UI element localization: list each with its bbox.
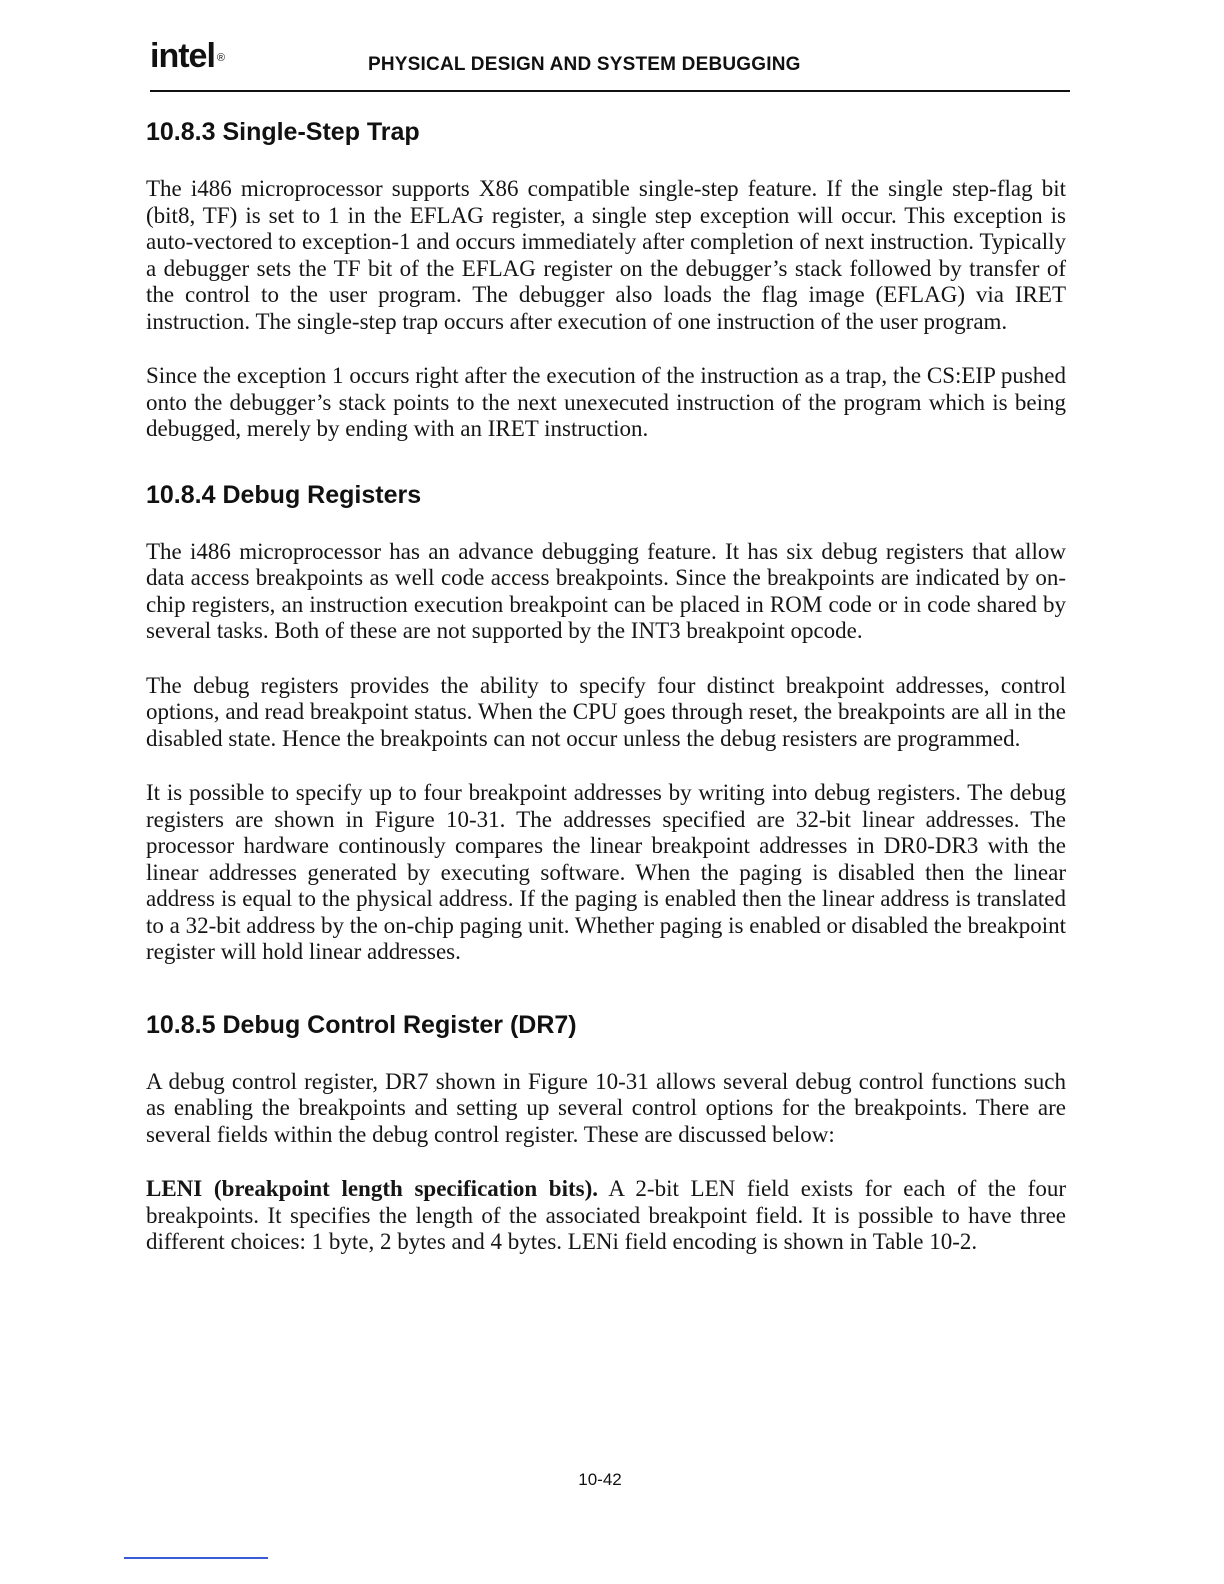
- leni-term: LENI (breakpoint length specification bits).: [146, 1176, 598, 1201]
- leni-definition-paragraph: [146, 1176, 1066, 1256]
- paragraph: The i486 microprocessor supports X86 compatible single-step feature. If the single step-flag bit (bit8, TF) is set to 1 in the EFLAG register, a single step exception will occur. This exception is auto-vectored to exception-1 and occurs immediately after completion of next instruction. Typically a debugger sets the TF bit of the EFLAG register on the debugger’s stack followed by transfer of the control to the user program. The debugger also loads the flag image (EFLAG) via IRET instruction. The single-step trap occurs after execution of one instruction of the user program.: [146, 176, 1066, 334]
- registered-mark: ®: [216, 52, 225, 64]
- section-heading-single-step-trap: 10.8.3 Single-Step Trap: [146, 118, 420, 146]
- section-heading-debug-control-register: 10.8.5 Debug Control Register (DR7): [146, 1010, 577, 1039]
- section-heading-debug-registers: 10.8.4 Debug Registers: [146, 480, 422, 509]
- footer-rule: [124, 1557, 268, 1559]
- paragraph: Since the exception 1 occurs right after the execution of the instruction as a trap, the CS:EIP pushed onto the debugger’s stack points to the next unexecuted instruction of the program which is being debugged, merely by ending with an IRET instruction.: [146, 363, 1066, 441]
- page-number: 10-42: [578, 1470, 622, 1489]
- running-header-title: PHYSICAL DESIGN AND SYSTEM DEBUGGING: [368, 54, 801, 75]
- page-body: [146, 118, 1066, 1256]
- paragraph: It is possible to specify up to four breakpoint addresses by writing into debug registers. The debug registers are shown in Figure 10-31. The addresses specified are 32-bit linear addresses. The processor hardware continously compares the linear breakpoint addresses in DR0-DR3 with the linear addresses generated by executing software. When the paging is disabled then the linear address is equal to the physical address. If the paging is enabled then the linear address is translated to a 32-bit address by the on-chip paging unit. Whether paging is enabled or disabled the breakpoint register will hold linear addresses.: [146, 780, 1066, 964]
- paragraph: The debug registers provides the ability to specify four distinct breakpoint addresses, control options, and read breakpoint status. When the CPU goes through reset, the breakpoints are all in the disabled state. Hence the breakpoints can not occur unless the debug resisters are programmed.: [146, 672, 1066, 751]
- paragraph: The i486 microprocessor has an advance debugging feature. It has six debug registers that allow data access breakpoints as well code access breakpoints. Since the breakpoints are indicated by on-chip registers, an instruction execution breakpoint can be placed in ROM code or in code shared by several tasks. Both of these are not supported by the INT3 breakpoint opcode.: [146, 538, 1066, 643]
- paragraph: A debug control register, DR7 shown in Figure 10-31 allows several debug control functions such as enabling the breakpoints and setting up several control options for the breakpoints. There are several fields within the debug control register. These are discussed below:: [146, 1068, 1066, 1147]
- page-header: [150, 36, 1070, 94]
- intel-logo-text: intel: [150, 37, 215, 75]
- intel-logo: [150, 36, 224, 76]
- header-rule: [150, 90, 1070, 92]
- leni-description: A 2-bit LEN field exists for each of the four breakpoints. It specifies the length of the associated breakpoint field. It is possible to have three different choices: 1 byte, 2 bytes and 4 bytes. LENi field encoding is shown in Table 10-2.: [146, 1176, 1066, 1254]
